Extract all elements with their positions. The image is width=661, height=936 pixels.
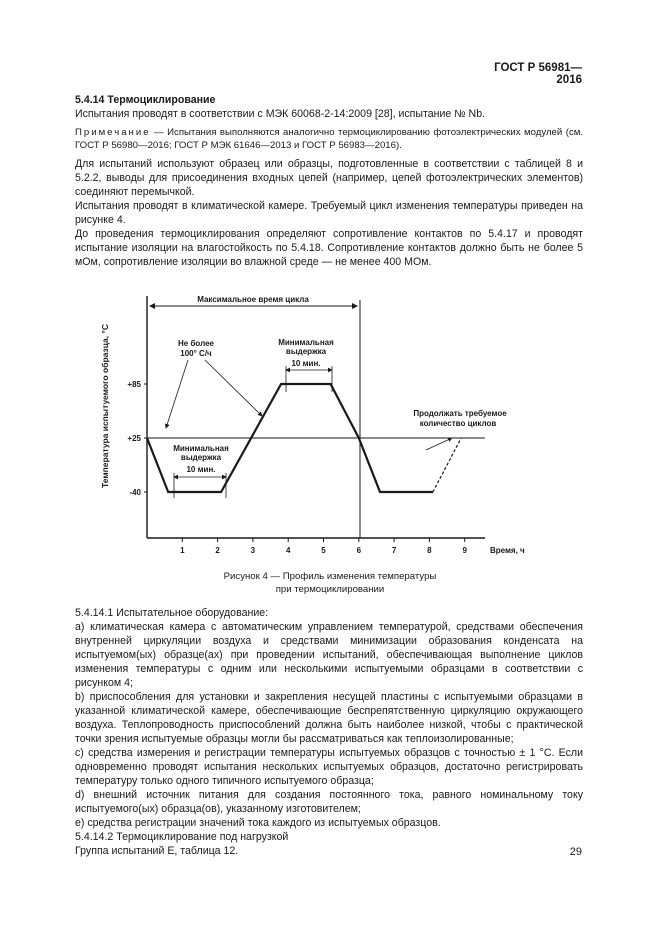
y-tick-label: +25 bbox=[127, 434, 141, 443]
equipment-item-d: d) внешний источник питания для создания постоянного тока, равного номинальному току испытуемого(ых) образца(ов), указанному изготовителем; bbox=[75, 789, 583, 815]
next-section-title: 5.4.14.2 Термоциклирование под нагрузкой bbox=[75, 831, 289, 843]
x-tick-label: 6 bbox=[356, 546, 362, 555]
x-tick-label: 9 bbox=[462, 546, 467, 555]
section-title: 5.4.14 Термоциклирование bbox=[75, 94, 216, 106]
equipment-text bbox=[75, 606, 583, 858]
y-axis-label: Температура испытуемого образца, °C bbox=[100, 323, 110, 488]
equipment-item-c: c) средства измерения и регистрации температуры испытуемых образцов с точностью ± 1 °С. Если одновременно проводят испытания нескольких испытуемых образцов, достаточно регистрировать температуру только одного типичного испытуемого образца; bbox=[75, 747, 583, 787]
temperature-profile-chart bbox=[90, 288, 530, 560]
rate-arrow-left bbox=[166, 360, 188, 428]
continue-line1: Продолжать требуемое bbox=[413, 409, 507, 418]
x-tick-label: 8 bbox=[427, 546, 432, 555]
y-tick-label: -40 bbox=[129, 488, 141, 497]
x-tick-label: 4 bbox=[285, 546, 291, 555]
test-group: Группа испытаний E, таблица 12. bbox=[75, 845, 239, 857]
caption-line2: при термоциклировании bbox=[275, 584, 385, 595]
rate-label-line1: Не более bbox=[178, 339, 214, 348]
dwell-top-line3: 10 мин. bbox=[291, 359, 321, 368]
x-tick-label: 5 bbox=[321, 546, 326, 555]
paragraph-1: Для испытаний используют образец или образцы, подготовленные в соответствии с таблицей 8 и 5.2.2, выводы для присоединения входных цепей (например, цепей фотоэлектрических элементов) соединяют перемычкой. bbox=[75, 158, 583, 198]
continue-dashed-line bbox=[433, 438, 461, 492]
x-tick-label: 3 bbox=[250, 546, 256, 555]
page-number: 29 bbox=[569, 846, 582, 858]
dwell-bot-line3: 10 мин. bbox=[186, 465, 216, 474]
equipment-item-e: е) средства регистрации значений тока каждого из испытуемых образцов. bbox=[75, 817, 441, 829]
dwell-top-line1: Минимальная bbox=[278, 338, 334, 347]
dwell-bot-line2: выдержка bbox=[180, 453, 222, 462]
section-intro: Испытания проводят в соответствии с МЭК 60068-2-14:2009 [28], испытание № Nb. bbox=[75, 108, 486, 120]
y-tick-label: +85 bbox=[127, 380, 141, 389]
dwell-top-line2: выдержка bbox=[285, 347, 327, 356]
x-tick-label: 1 bbox=[180, 546, 185, 555]
note-label: Примечание bbox=[75, 127, 151, 138]
max-cycle-label: Максимальное время цикла bbox=[197, 295, 309, 304]
standard-code: ГОСТ Р 56981—2016 bbox=[494, 62, 582, 86]
x-axis-label: Время, ч bbox=[490, 546, 525, 555]
x-tick-label: 7 bbox=[391, 546, 397, 555]
continue-arrow bbox=[426, 438, 452, 450]
equipment-heading: 5.4.14.1 Испытательное оборудование: bbox=[75, 607, 269, 619]
equipment-item-b: b) приспособления для установки и закрепления несущей пластины с испытуемыми образцами в указанной климатической камере, обеспечивающие беспрепятственную циркуляцию окружающего воздуха. Теплопроводность приспособлений должна быть наиболее низкой, чтобы с практической точки зрения испытуемые образцы могли бы рассматриваться как теплоизолированные; bbox=[75, 691, 583, 745]
note-text: — Испытания выполняются аналогично термоциклированию фотоэлектрических модулей (см. ГОСТ Р 56980—2016; ГОСТ Р МЭК 61646—2013 и ГОСТ Р 56983—2016). bbox=[75, 127, 583, 151]
paragraph-3: До проведения термоциклирования определяют сопротивление контактов по 5.4.17 и проводят испытание изоляции на влагостойкость по 5.4.18. Сопротивление контактов должно быть не более 5 мОм, сопротивление изоляции во влажной среде — не менее 400 МОм. bbox=[75, 228, 583, 268]
rate-label-line2: 100° С/ч bbox=[180, 349, 212, 358]
paragraph-2: Испытания проводят в климатической камере. Требуемый цикл изменения температуры приведен на рисунке 4. bbox=[75, 200, 583, 226]
note bbox=[75, 126, 583, 152]
figure-caption bbox=[190, 570, 470, 596]
section-text-top bbox=[75, 93, 583, 269]
continue-line2: количество циклов bbox=[419, 419, 497, 428]
rate-arrow-right bbox=[205, 360, 262, 416]
caption-line1: Рисунок 4 — Профиль изменения температуры bbox=[223, 571, 437, 582]
equipment-item-a: а) климатическая камера с автоматическим управлением температурой, средствами обеспечения внутренней циркуляции воздуха и средствами минимизации образования конденсата на испытуемом(ых) образце(ах) при проведении испытаний, обеспечивающая выполнение циклов изменения температуры с одним или несколькими испытуемыми образцами в соответствии с рисунком 4; bbox=[75, 621, 583, 689]
x-tick-label: 2 bbox=[215, 546, 220, 555]
dwell-bot-line1: Минимальная bbox=[173, 444, 229, 453]
